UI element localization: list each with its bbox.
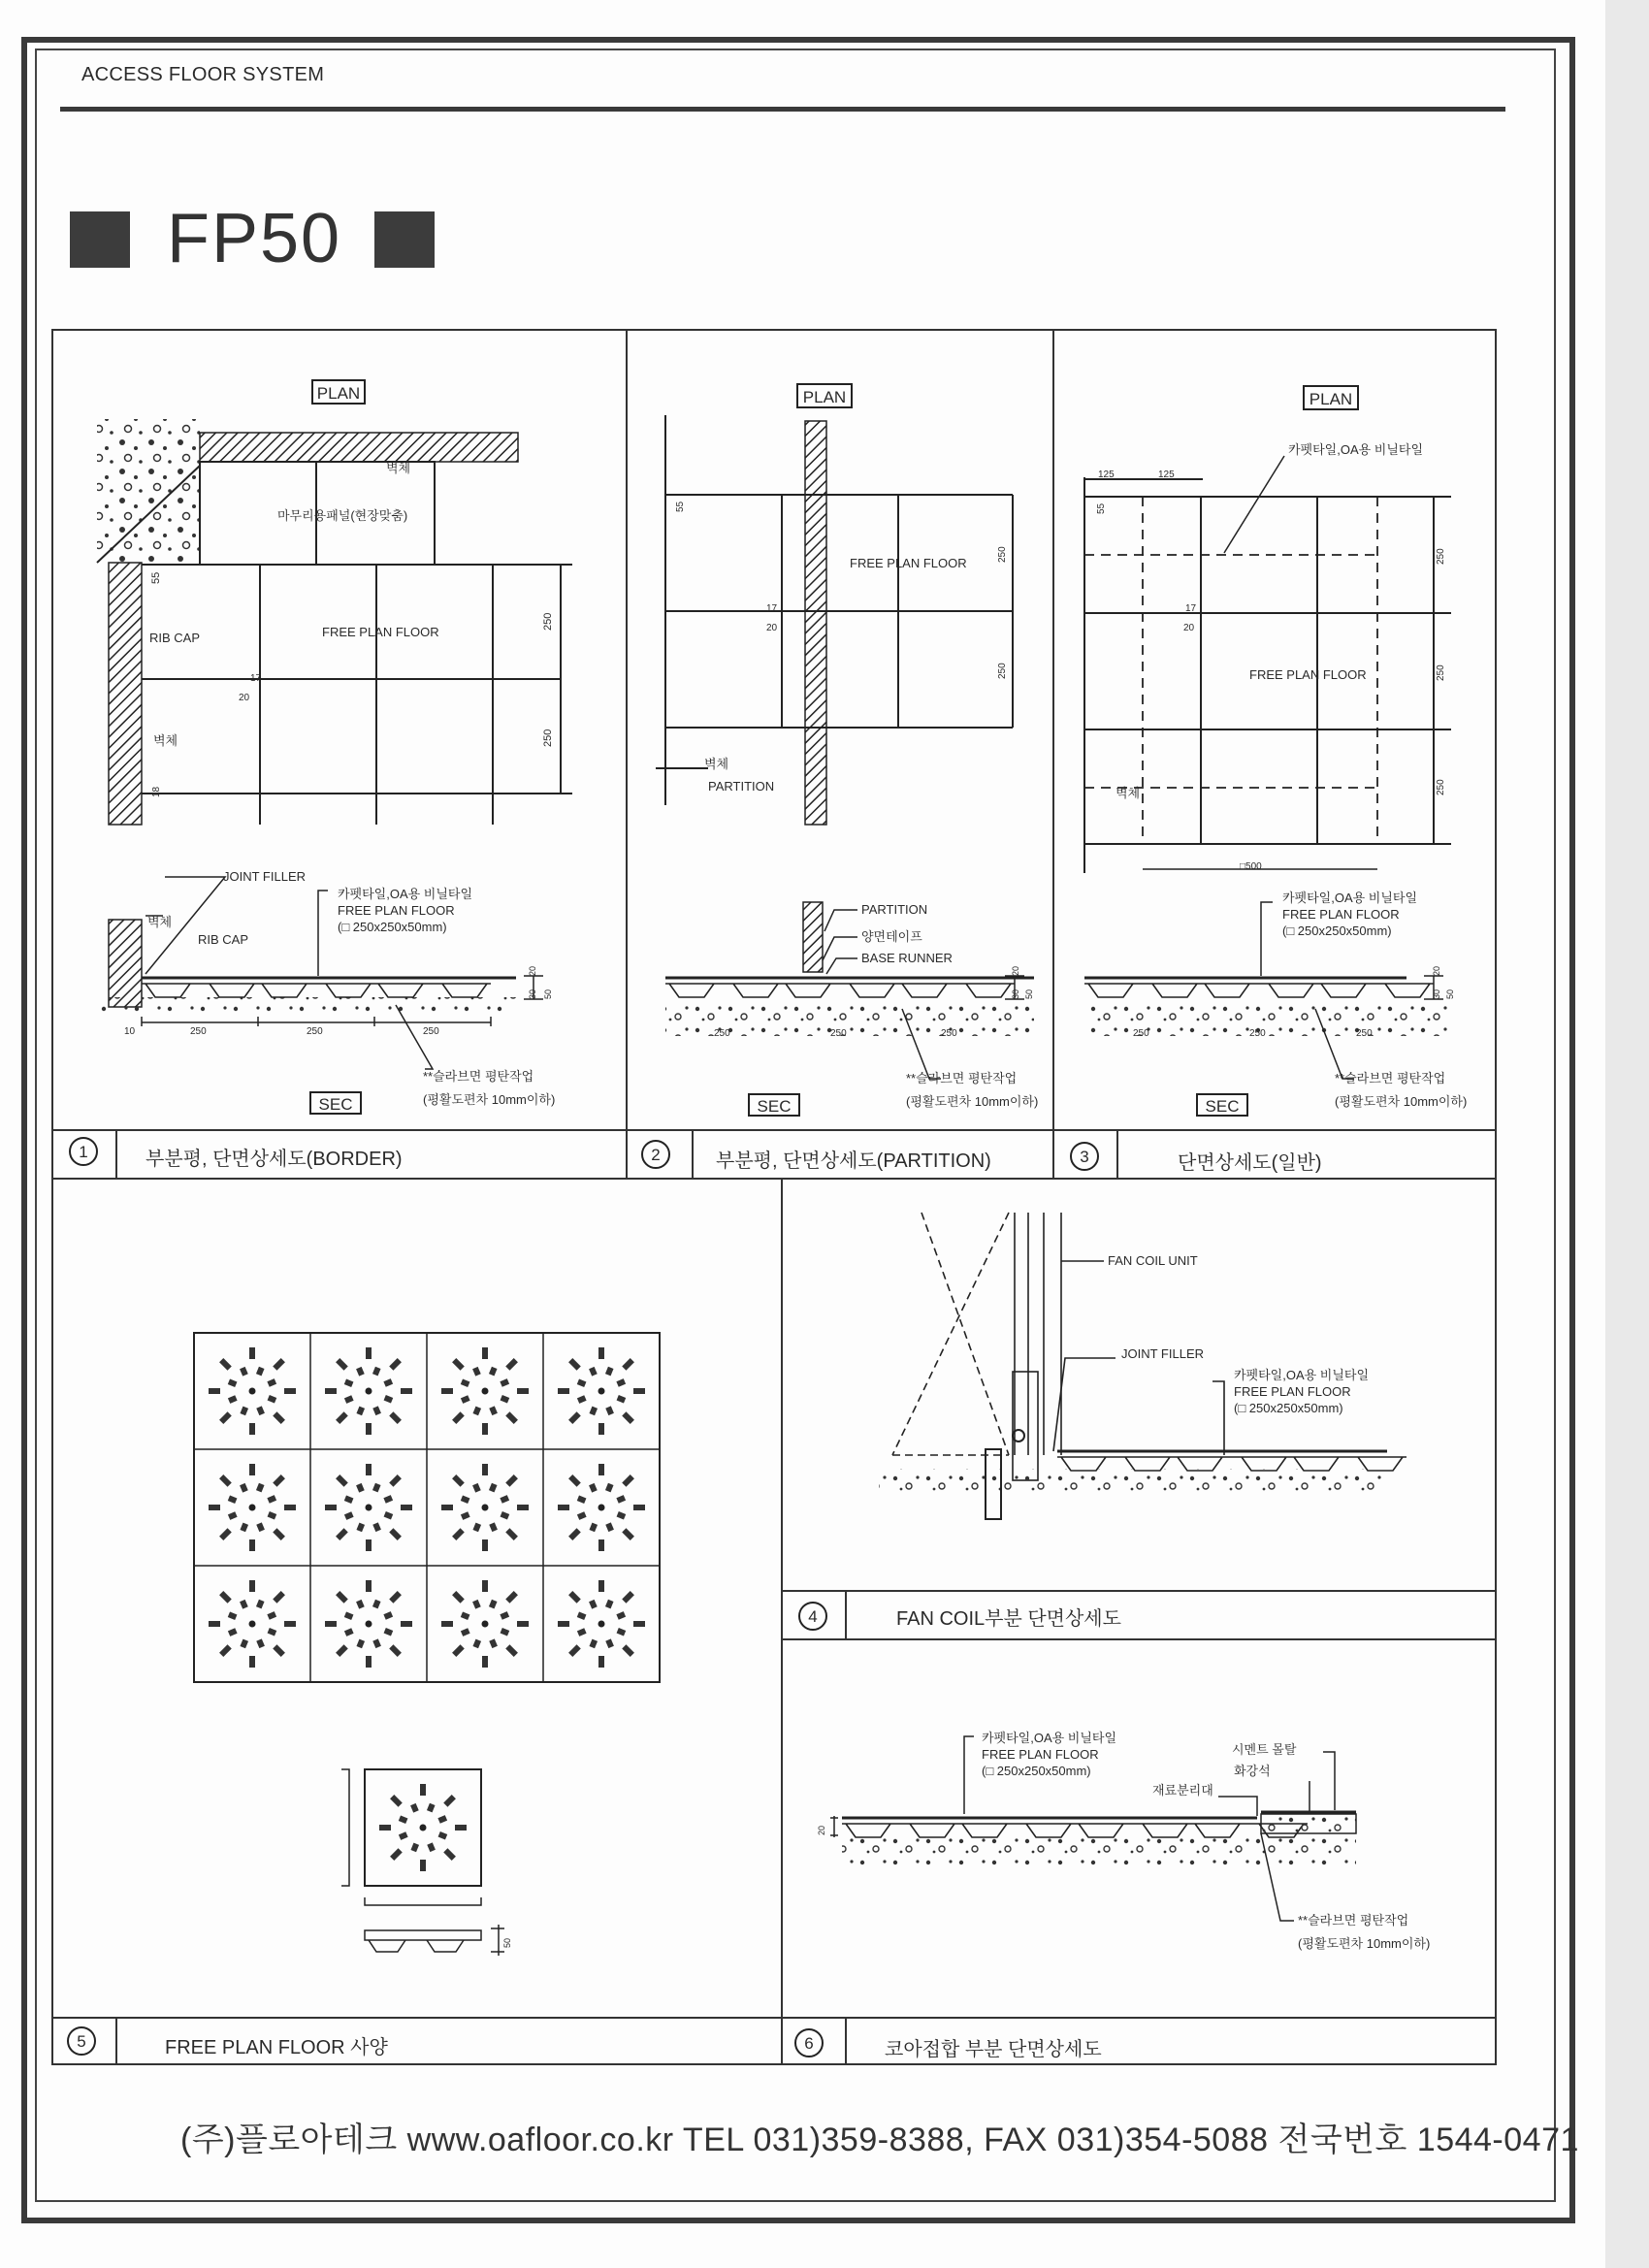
p5-h50: 50 [502,1937,512,1948]
p1-slab [97,997,516,1013]
p3-wall: 벽체 [1116,786,1141,800]
p2-tolerance: (평활도편차 10mm이하) [906,1094,1039,1109]
p1-finish-panel: 마무리용패널(현장맞춤) [277,508,408,523]
p1-fpf: FREE PLAN FLOOR [338,903,455,918]
p1-free-plan-floor: FREE PLAN FLOOR [322,625,439,639]
p6-mortar: 시멘트 몰탈 [1232,1742,1297,1757]
p2-slab-note: **슬라브면 평탄작업 [906,1071,1018,1085]
p3-dim-125a: 125 [1098,470,1115,480]
p3-h50: 50 [1445,988,1455,999]
p6-separator: 재료분리대 [1152,1783,1213,1798]
p3-h30: 30 [1432,988,1441,999]
p3-sdim-250a: 250 [1133,1028,1149,1039]
p1-wall-sec: 벽체 [147,915,173,929]
caption-3: 단면상세도(일반) [1178,1152,1322,1174]
p3-dim-20: 20 [1183,623,1195,633]
p2-dim-250a: 250 [997,546,1008,563]
p3-dim-250c: 250 [1436,779,1446,795]
panel-6-core-joint-detail [817,1731,1430,1951]
p1-sdim-10: 10 [124,1026,136,1037]
p2-plan-tag: PLAN [802,388,847,406]
p3-free-plan-floor: FREE PLAN FLOOR [1249,667,1367,682]
p2-sec-tag: SEC [757,1097,792,1116]
p3-sec-tag: SEC [1205,1097,1240,1116]
p1-sdim-250c: 250 [423,1026,439,1037]
p2-dim-20: 20 [766,623,778,633]
caption-3-number: 3 [1080,1148,1089,1166]
p3-sdim-250c: 250 [1356,1028,1373,1039]
p2-partition-plan [805,421,826,825]
p2-sdim-250b: 250 [830,1028,847,1039]
p1-wall-top: 벽체 [386,461,411,475]
p6-slab-note: **슬라브면 평탄작업 [1298,1913,1409,1928]
p1-dim-250b: 250 [542,729,554,747]
p3-tolerance: (평활도편차 10mm이하) [1335,1094,1468,1109]
p6-size: (□ 250x250x50mm) [982,1764,1091,1778]
p1-tile: 카펫타일,OA용 비닐타일 [338,887,473,901]
p1-wall-mid: 벽체 [153,733,178,748]
caption-4: FAN COIL부분 단면상세도 [896,1608,1121,1630]
p1-joint-filler: JOINT FILLER [223,869,307,884]
p4-tile: 카펫타일,OA용 비닐타일 [1234,1368,1370,1382]
p3-plan-tag: PLAN [1309,390,1353,408]
p2-dim-17: 17 [766,603,778,614]
p3-dim-55: 55 [1096,502,1107,514]
caption-5-number: 5 [77,2032,86,2051]
p2-h50: 50 [1024,988,1034,999]
p3-h20: 20 [1432,965,1441,976]
panel-5-spec [194,1333,660,1956]
p3-dim-125b: 125 [1158,470,1175,480]
caption-1-number: 1 [79,1143,88,1161]
p2-wall: 벽체 [704,757,729,771]
p3-dim-250a: 250 [1436,548,1446,565]
p1-rib-cap-sec: RIB CAP [198,932,249,947]
p6-tile: 카펫타일,OA용 비닐타일 [982,1731,1117,1745]
p1-sdim-250b: 250 [307,1026,323,1037]
p1-concrete-column [97,419,200,563]
p1-tolerance: (평활도편차 10mm이하) [423,1092,556,1107]
caption-6-number: 6 [804,2034,814,2053]
p1-h30: 30 [528,988,537,999]
p6-d20: 20 [817,1825,826,1835]
p1-dim-18: 18 [151,786,162,797]
caption-5: FREE PLAN FLOOR 사양 [165,2037,388,2058]
p2-base-runner: BASE RUNNER [861,951,953,965]
p4-fan-coil-unit: FAN COIL UNIT [1108,1253,1198,1268]
p1-plan-tag: PLAN [316,384,361,403]
panel-1-border-detail [97,380,572,1114]
p6-granite [1261,1814,1356,1833]
p2-h20: 20 [1011,965,1020,976]
p2-dim-55: 55 [675,501,686,512]
model-title: FP50 [167,200,342,277]
p1-left-wall [109,563,142,825]
p1-dim-20: 20 [239,693,250,703]
caption-4-number: 4 [808,1607,818,1626]
p6-fpf: FREE PLAN FLOOR [982,1747,1099,1762]
p1-slab-note: **슬라브면 평탄작업 [423,1069,534,1084]
p2-dim-250b: 250 [997,663,1008,679]
caption-6: 코아접합 부분 단면상세도 [885,2039,1102,2060]
p1-sdim-250a: 250 [190,1026,207,1037]
panel-3-general-detail [1084,386,1467,1116]
detail-grid-frame [52,330,1496,2064]
p1-dim-55: 55 [150,571,162,584]
p1-h20: 20 [528,965,537,976]
caption-1: 부분평, 단면상세도(BORDER) [146,1149,403,1170]
p3-sdim-250b: 250 [1249,1028,1266,1039]
p4-fpf: FREE PLAN FLOOR [1234,1384,1351,1399]
p1-top-wall [200,433,518,462]
caption-2-number: 2 [651,1146,661,1164]
p3-pitch: □500 [1240,861,1262,872]
p4-size: (□ 250x250x50mm) [1234,1401,1343,1415]
system-label: ACCESS FLOOR SYSTEM [81,64,325,85]
p3-size: (□ 250x250x50mm) [1282,923,1392,938]
p6-tolerance: (평활도편차 10mm이하) [1298,1936,1431,1951]
company-footer: (주)플로아테크 www.oafloor.co.kr TEL 031)359-8388, FAX 031)354-5088 전국번호 1544-0471 [180,2122,1579,2158]
p1-dim-250a: 250 [542,612,554,631]
p2-sdim-250c: 250 [941,1028,957,1039]
p1-h50: 50 [543,988,553,999]
p3-dim-17: 17 [1185,603,1197,614]
p1-sec-tag: SEC [318,1095,353,1114]
p1-dim-17: 17 [250,673,262,684]
p3-fpf: FREE PLAN FLOOR [1282,907,1400,922]
p4-joint-filler: JOINT FILLER [1121,1346,1205,1361]
p1-rib-cap: RIB CAP [149,631,201,645]
panel-2-partition-detail [656,384,1038,1116]
p2-partition: PARTITION [708,779,775,794]
panel-4-fan-coil-detail [879,1213,1406,1519]
p2-free-plan-floor: FREE PLAN FLOOR [850,556,967,570]
p2-tape: 양면테이프 [861,929,922,944]
p3-slab-note: **슬라브면 평탄작업 [1335,1071,1446,1085]
caption-2: 부분평, 단면상세도(PARTITION) [716,1150,991,1172]
p3-dim-250b: 250 [1436,664,1446,681]
p2-h30: 30 [1011,988,1020,999]
p3-tile: 카펫타일,OA용 비닐타일 [1288,442,1424,457]
p2-partition-sec: PARTITION [861,902,928,917]
p1-size: (□ 250x250x50mm) [338,920,447,934]
p6-granite-label: 화강석 [1234,1764,1271,1778]
p2-sdim-250a: 250 [714,1028,730,1039]
p3-tile-sec: 카펫타일,OA용 비닐타일 [1282,891,1418,905]
